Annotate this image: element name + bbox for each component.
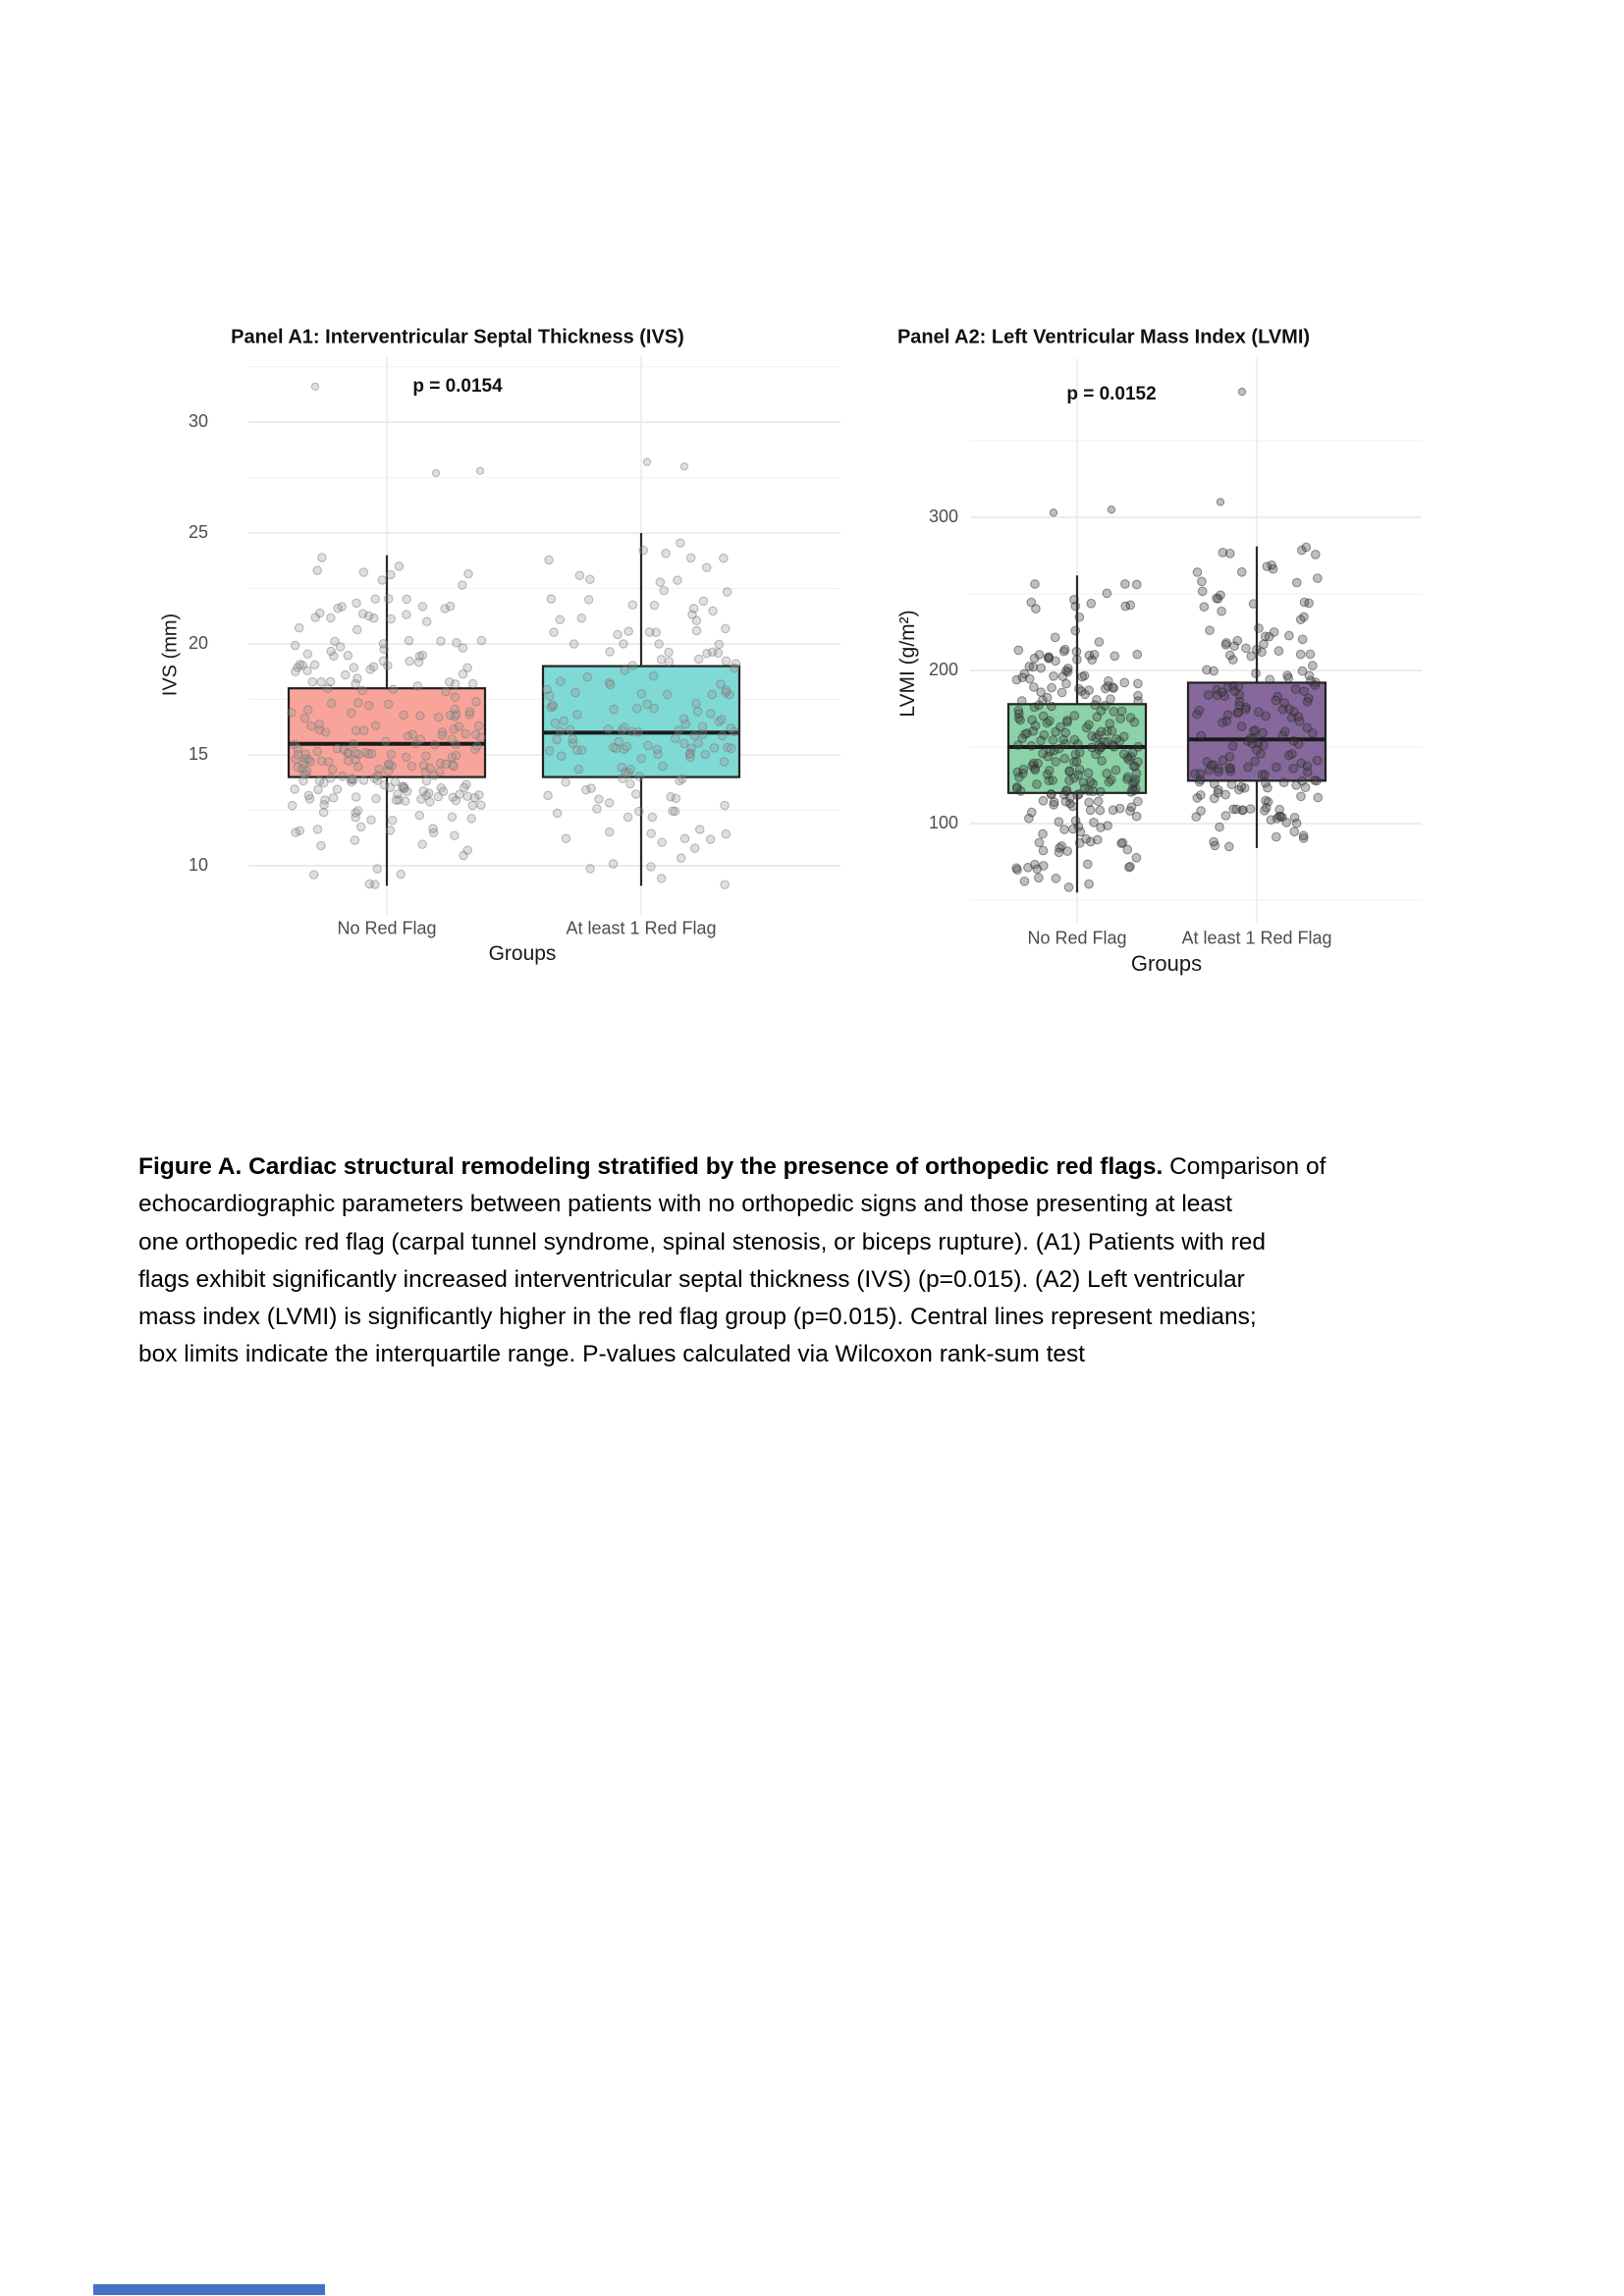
panel-a2-xtick-no-red-flag: No Red Flag	[1027, 928, 1127, 948]
panel-a2-y-axis-label: LVMI (g/m²)	[896, 610, 919, 718]
panel-a1-x-axis-label: Groups	[488, 942, 557, 965]
caption-line: box limits indicate the interquartile range. P-values calculated via Wilcoxon rank-sum test	[138, 1341, 1086, 1368]
panel-a2-x-axis-label: Groups	[1130, 951, 1203, 976]
caption-regular-text: Comparison of	[1163, 1153, 1326, 1180]
panel-a1-y-axis-label: IVS (mm)	[159, 613, 182, 697]
panel-a1-xtick-no-red-flag: No Red Flag	[337, 918, 437, 938]
figure-caption	[138, 1148, 1513, 1374]
boxplot-figure-canvas	[0, 0, 1624, 991]
caption-line: mass index (LVMI) is significantly higher in the red flag group (p=0.015). Central lines represent medians;	[138, 1304, 1257, 1331]
panel-a1-title: Panel A1: Interventricular Septal Thickness (IVS)	[231, 326, 684, 348]
panel-a1-plot-area	[248, 355, 840, 915]
panel-a2-ytick-200: 200	[928, 660, 958, 679]
panel-a1-xtick-at-least-1-red-flag: At least 1 Red Flag	[566, 918, 717, 938]
caption-line: echocardiographic parameters between patients with no orthopedic signs and those presenting at least	[138, 1191, 1233, 1218]
panel-a1-pvalue: p = 0.0154	[412, 376, 503, 397]
caption-line: one orthopedic red flag (carpal tunnel syndrome, spinal stenosis, or biceps rupture). (A1) Patients with red	[138, 1228, 1267, 1255]
panel-a2-ytick-100: 100	[928, 813, 958, 832]
panel-a1-ytick-15: 15	[188, 744, 208, 764]
panel-a2-xtick-at-least-1-red-flag: At least 1 Red Flag	[1181, 928, 1332, 948]
panel-a1-ytick-30: 30	[188, 411, 208, 431]
panel-a2-title: Panel A2: Left Ventricular Mass Index (LVMI)	[896, 326, 1311, 348]
panel-a1-ytick-20: 20	[188, 633, 208, 653]
panel-a1-ytick-10: 10	[188, 855, 208, 875]
caption-line: flags exhibit significantly increased interventricular septal thickness (IVS) (p=0.015). (A2) Left ventricular	[138, 1265, 1245, 1293]
caption-bold-text: Figure A. Cardiac structural remodeling stratified by the presence of orthopedic red flags.	[138, 1153, 1164, 1180]
caption-line	[138, 1148, 1513, 1186]
footer-accent-bar	[93, 2284, 325, 2295]
panel-a2-ytick-300: 300	[928, 507, 958, 526]
panel-a2-plot-area	[970, 358, 1422, 923]
panel-a2-pvalue: p = 0.0152	[1066, 384, 1157, 404]
panel-a1-ytick-25: 25	[188, 522, 208, 542]
